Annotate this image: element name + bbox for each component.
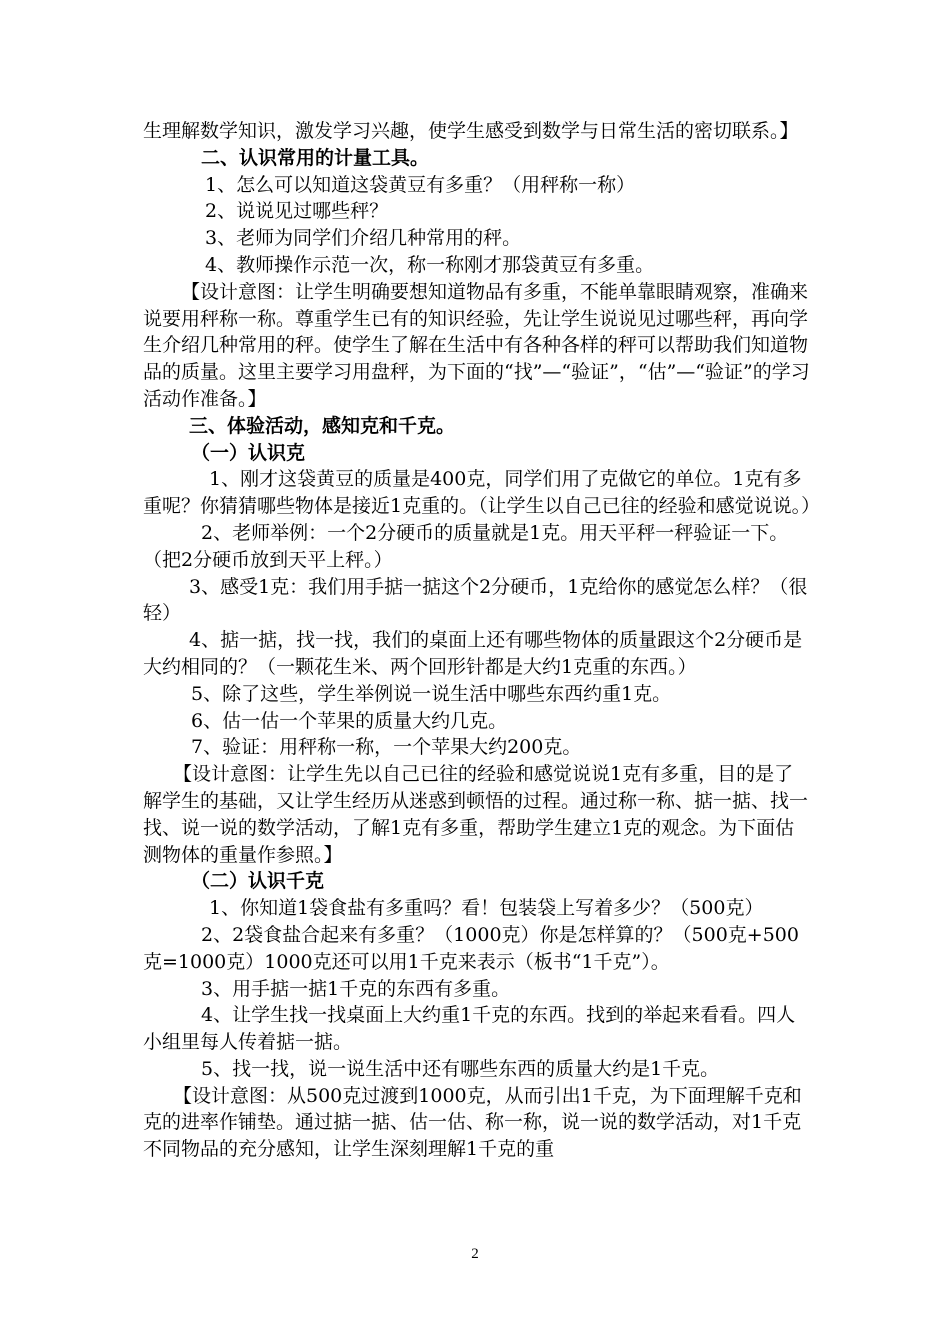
list-item: 4、教师操作示范一次，称一称刚才那袋黄豆有多重。 xyxy=(205,253,655,276)
list-item: 2、2袋食盐合起来有多重？（1000克）你是怎样算的？（500克+500克=1000克）1000克还可以用1千克来表示（板书“1千克”）。 xyxy=(143,923,799,973)
design-intent-note: 【设计意图：让学生明确要想知道物品有多重，不能单靠眼睛观察，准确来说要用秤称一称。尊重学生已有的知识经验，先让学生说说见过哪些秤，再向学生介绍几种常用的秤。使学生了解在生活中有各种各样的秤可以帮助我们知道物品的质量。这里主要学习用盘秤，为下面的“找”—“验证”，“估”—“验证”的学习活动作准备。】 xyxy=(143,280,810,410)
list-item: 1、刚才这袋黄豆的质量是400克，同学们用了克做它的单位。1克有多重呢？你猜猜哪些物体是接近1克重的。（让学生以自己已往的经验和感觉说说。） xyxy=(143,468,821,518)
list-item: 5、除了这些，学生举例说一说生活中哪些东西约重1克。 xyxy=(191,682,672,705)
list-item: 1、你知道1袋食盐有多重吗？看！包装袋上写着多少？（500克） xyxy=(209,897,764,920)
list-item: 4、让学生找一找桌面上大约重1千克的东西。找到的举起来看看。四人小组里每人传着掂一掂。 xyxy=(143,1004,796,1054)
list-item: 2、说说见过哪些秤？ xyxy=(205,200,389,223)
section-heading: 二、认识常用的计量工具。 xyxy=(201,146,430,169)
list-item: 3、老师为同学们介绍几种常用的秤。 xyxy=(205,227,522,250)
page-number: 2 xyxy=(471,1246,479,1262)
design-intent-note: 【设计意图：从500克过渡到1000克，从而引出1千克，为下面理解千克和克的进率作铺垫。通过掂一掂、估一估、称一称，说一说的数学活动，对1千克不同物品的充分感知，让学生深刻理解1千克的重 xyxy=(143,1084,802,1161)
list-item: 7、验证：用秤称一称，一个苹果大约200克。 xyxy=(191,736,582,759)
section-heading: 三、体验活动，感知克和千克。 xyxy=(189,414,456,437)
list-item: 4、掂一掂，找一找，我们的桌面上还有哪些物体的质量跟这个2分硬币是大约相同的？（一颗花生米、两个回形针都是大约1克重的东西。） xyxy=(143,629,803,678)
design-intent-note: 【设计意图：让学生先以自己已往的经验和感觉说说1克有多重，目的是了解学生的基础，又让学生经历从迷惑到顿悟的过程。通过称一称、掂一掂、找一找、说一说的数学活动，了解1克有多重，帮助学生建立1克的观念。为下面估测物体的重量作参照。】 xyxy=(143,763,809,866)
list-item: 2、老师举例：一个2分硬币的质量就是1克。用天平秤一秤验证一下。（把2分硬币放到天平上秤。） xyxy=(143,521,789,571)
paragraph: 生理解数学知识，激发学习兴趣，使学生感受到数学与日常生活的密切联系。】 xyxy=(143,120,799,142)
list-item: 3、用手掂一掂1千克的东西有多重。 xyxy=(201,977,511,1000)
list-item: 3、感受1克：我们用手掂一掂这个2分硬币，1克给你的感觉怎么样？（很轻） xyxy=(143,575,808,625)
list-item: 1、怎么可以知道这袋黄豆有多重？（用秤称一称） xyxy=(205,173,636,196)
document-body xyxy=(143,118,821,1163)
list-item: 6、估一估一个苹果的质量大约几克。 xyxy=(191,709,508,732)
subsection-heading: （一）认识克 xyxy=(191,441,306,464)
list-item: 5、找一找，说一说生活中还有哪些东西的质量大约是1千克。 xyxy=(201,1057,720,1080)
subsection-heading: （二）认识千克 xyxy=(191,870,325,893)
